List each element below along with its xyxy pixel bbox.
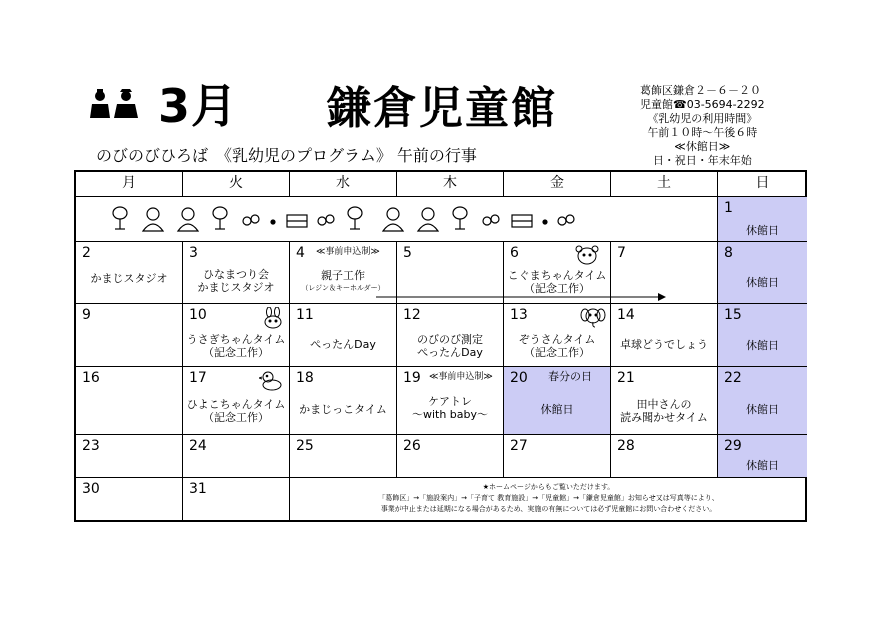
page-title: 鎌倉児童館 xyxy=(327,83,557,134)
day-cell xyxy=(76,242,183,304)
event: ぞうさんタイム xyxy=(518,333,596,346)
closed-label: 休館日 xyxy=(746,224,779,237)
closed-label: 休館日 xyxy=(540,403,574,416)
day-number: 29 xyxy=(724,438,742,454)
day-number: 8 xyxy=(724,245,733,261)
day-number: 23 xyxy=(82,438,100,454)
day-number: 27 xyxy=(510,438,528,454)
closed-label: 休館日 xyxy=(746,459,779,472)
day-cell xyxy=(183,478,290,522)
day-cell xyxy=(290,304,397,367)
day-cell xyxy=(504,435,611,478)
event: うさぎちゃんタイム xyxy=(186,333,286,346)
day-number: 15 xyxy=(724,307,742,323)
day-cell xyxy=(611,367,718,435)
event: ひよこちゃんタイム xyxy=(186,398,286,411)
reservation-note: ≪事前申込制≫ xyxy=(429,372,493,382)
event: ケアトレ xyxy=(428,395,472,408)
month-label: 3月 xyxy=(158,79,239,133)
day-cell xyxy=(718,367,807,435)
day-number: 28 xyxy=(617,438,635,454)
day-cell xyxy=(504,304,611,367)
event: かまじっこタイム xyxy=(299,403,387,416)
day-number: 19 xyxy=(403,370,421,386)
day-number: 16 xyxy=(82,370,100,386)
day-cell xyxy=(718,304,807,367)
weekday-header: 日 xyxy=(718,172,807,197)
reservation-note: ≪事前申込制≫ xyxy=(316,247,380,257)
event: （記念工作） xyxy=(524,346,590,359)
day-cell xyxy=(290,367,397,435)
event: ～with baby～ xyxy=(411,408,489,421)
event: かまじスタジオ xyxy=(90,272,168,285)
weekday-header: 木 xyxy=(397,172,504,197)
closed-title: ≪休館日≫ xyxy=(674,140,731,153)
rabbit-icon xyxy=(261,307,285,329)
day-number: 5 xyxy=(403,245,412,261)
hinamatsuri-decoration-icon xyxy=(102,205,692,233)
elephant-icon xyxy=(580,306,606,328)
day-cell xyxy=(397,367,504,435)
arrow-icon xyxy=(376,292,666,302)
day-number: 24 xyxy=(189,438,207,454)
day-cell xyxy=(611,435,718,478)
event: かまじスタジオ xyxy=(197,281,275,294)
event: （記念工作） xyxy=(203,411,269,424)
day-number: 18 xyxy=(296,370,314,386)
day-number: 22 xyxy=(724,370,742,386)
event: 田中さんの xyxy=(636,398,692,411)
event: 読み聞かせタイム xyxy=(620,411,708,424)
day-number: 7 xyxy=(617,245,626,261)
event: 親子工作 xyxy=(321,269,365,282)
day-number: 26 xyxy=(403,438,421,454)
hours: 午前１０時～午後６時 xyxy=(647,126,758,139)
bear-icon xyxy=(574,244,600,266)
closed-label: 休館日 xyxy=(746,339,779,352)
day-number: 9 xyxy=(82,307,91,323)
event: ひなまつり会 xyxy=(203,268,269,281)
day-number: 20 xyxy=(510,370,528,386)
day-number: 14 xyxy=(617,307,635,323)
notice-line: ★ホームページからもご覧いただけます。 xyxy=(482,483,615,491)
day-cell xyxy=(611,304,718,367)
weekday-header: 水 xyxy=(290,172,397,197)
day-number: 4 xyxy=(296,245,305,261)
decoration-banner xyxy=(76,197,718,242)
day-number: 10 xyxy=(189,307,207,323)
day-number: 2 xyxy=(82,245,91,261)
day-cell xyxy=(183,242,290,304)
hours-title: 《乳幼児の利用時間》 xyxy=(647,112,758,125)
address-block xyxy=(640,84,765,168)
day-cell xyxy=(718,242,807,304)
event: （記念工作） xyxy=(524,282,590,295)
notice xyxy=(290,482,807,515)
weekday-header: 月 xyxy=(76,172,183,197)
day-number: 30 xyxy=(82,481,100,497)
day-cell xyxy=(718,435,807,478)
hina-doll-icon xyxy=(86,86,146,124)
event: のびのび測定 xyxy=(417,333,483,346)
event: ぺったんDay xyxy=(310,338,376,351)
day-number: 17 xyxy=(189,370,207,386)
day-number: 25 xyxy=(296,438,314,454)
event: こぐまちゃんタイム xyxy=(507,269,607,282)
day-number: 6 xyxy=(510,245,519,261)
day-cell xyxy=(290,435,397,478)
day-cell xyxy=(76,478,183,522)
day-cell xyxy=(397,304,504,367)
day-cell xyxy=(76,367,183,435)
day-number: 12 xyxy=(403,307,421,323)
event: （記念工作） xyxy=(203,346,269,359)
day-cell xyxy=(183,304,290,367)
day-number: 13 xyxy=(510,307,528,323)
event: （レジン＆キーホルダー） xyxy=(301,284,385,292)
closed-days: 日・祝日・年末年始 xyxy=(652,154,752,167)
day-cell xyxy=(76,304,183,367)
day-cell xyxy=(183,367,290,435)
closed-label: 休館日 xyxy=(746,276,779,289)
subtitle: のびのびひろば 《乳幼児のプログラム》 午前の行事 xyxy=(96,146,477,165)
chick-icon xyxy=(259,369,283,391)
weekday-header: 土 xyxy=(611,172,718,197)
day-number: 21 xyxy=(617,370,635,386)
address: 葛飾区鎌倉２－６－２０ xyxy=(640,84,761,97)
day-cell xyxy=(76,435,183,478)
day-number: 31 xyxy=(189,481,207,497)
holiday-name: 春分の日 xyxy=(548,370,592,383)
weekday-header: 火 xyxy=(183,172,290,197)
weekday-header: 金 xyxy=(504,172,611,197)
notice-line: 事業が中止または延期になる場合があるため、実施の有無については必ず児童館にお問い合わせください。 xyxy=(380,505,717,513)
notice-line: 「葛飾区」→「施設案内」→「子育て 教育施設」→「児童館」→「鎌倉児童館」お知らせ又は写真等により、 xyxy=(378,494,719,502)
day-cell xyxy=(504,367,611,435)
day-cell xyxy=(397,435,504,478)
day-number: 11 xyxy=(296,307,314,323)
closed-label: 休館日 xyxy=(746,403,779,416)
day-cell xyxy=(718,197,807,242)
phone: 児童館☎03-5694-2292 xyxy=(640,98,765,111)
calendar xyxy=(74,170,807,522)
day-cell xyxy=(183,435,290,478)
day-number: 3 xyxy=(189,245,198,261)
event: ぺったんDay xyxy=(417,346,483,359)
day-number: 1 xyxy=(724,200,733,216)
event: 卓球どうでしょう xyxy=(620,338,708,351)
notice-box xyxy=(290,478,807,522)
